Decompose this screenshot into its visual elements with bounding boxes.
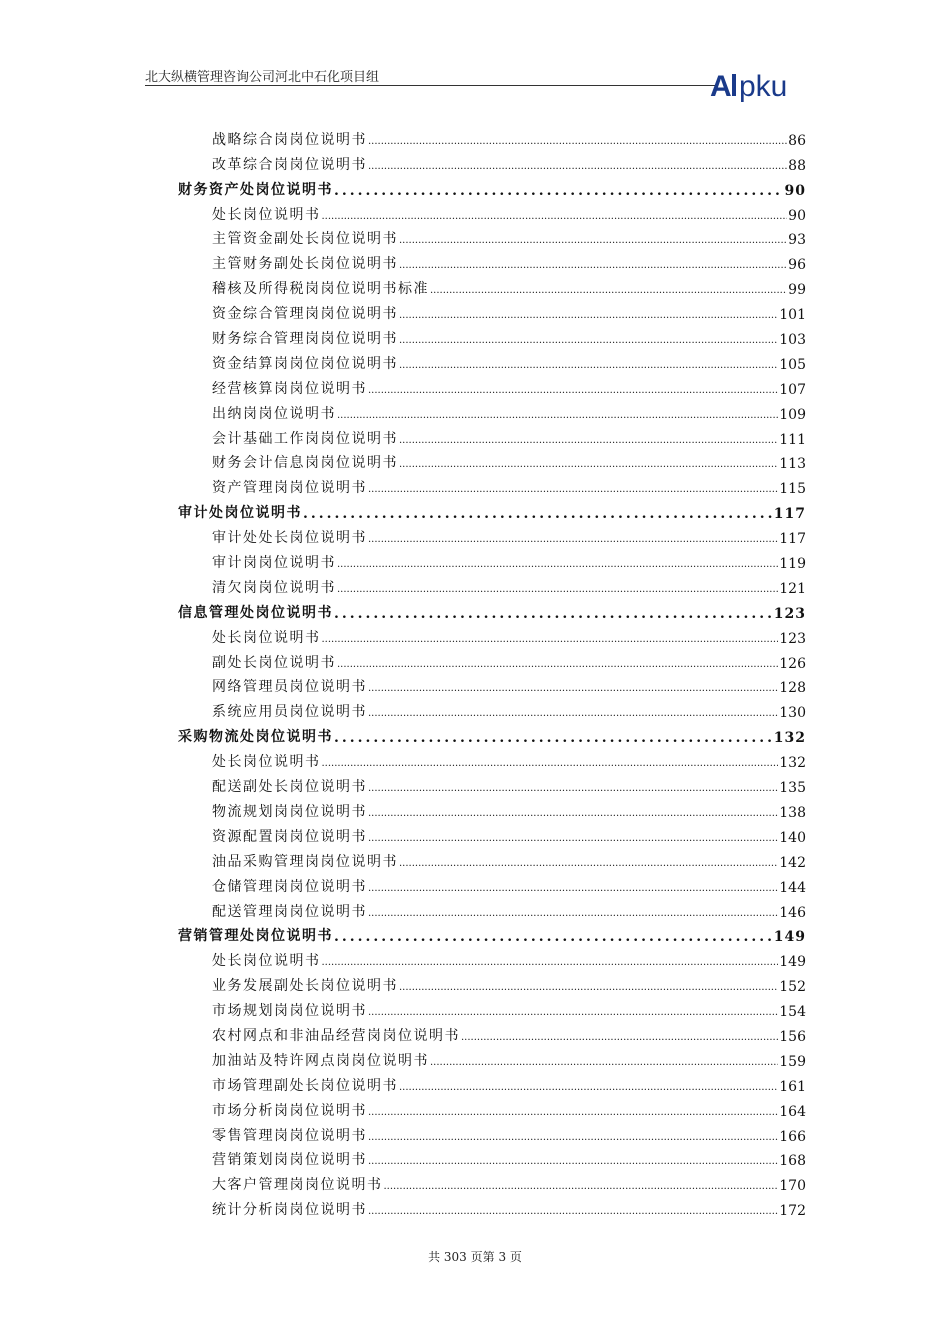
toc-entry-title: 仓储管理岗岗位说明书	[212, 878, 367, 895]
toc-leader-dots	[337, 583, 778, 597]
toc-leader-dots	[399, 259, 787, 273]
toc-entry-title: 零售管理岗岗位说明书	[212, 1127, 367, 1144]
toc-leader-dots	[368, 384, 778, 398]
logo-text: A	[710, 70, 731, 103]
toc-entry-page: 130	[779, 705, 806, 722]
toc-entry[interactable]	[178, 547, 806, 572]
toc-entry-page: 86	[788, 132, 806, 149]
toc-leader-dots	[399, 234, 787, 248]
toc-entry-title: 配送管理岗岗位说明书	[212, 903, 367, 920]
toc-entry-page: 123	[773, 605, 806, 622]
toc-entry-page: 159	[779, 1053, 806, 1070]
toc-leader-dots	[368, 832, 778, 846]
toc-entry[interactable]	[178, 124, 806, 149]
toc-entry-page: 172	[779, 1203, 806, 1220]
toc-leader-dots	[322, 757, 779, 771]
toc-leader-dots	[368, 135, 787, 149]
toc-leader-dots	[337, 409, 778, 423]
toc-entry[interactable]	[178, 273, 806, 298]
toc-entry-title: 物流规划岗岗位说明书	[212, 803, 367, 820]
toc-entry[interactable]	[178, 298, 806, 323]
toc-entry[interactable]	[178, 970, 806, 995]
toc-entry-title: 资金结算岗岗位岗位说明书	[212, 355, 398, 372]
toc-entry[interactable]	[178, 1120, 806, 1145]
toc-leader-dots	[337, 658, 778, 672]
toc-leader-dots	[399, 434, 778, 448]
toc-entry-page: 126	[779, 655, 806, 672]
toc-entry[interactable]	[178, 199, 806, 224]
toc-leader-dots	[334, 606, 773, 622]
toc-leader-dots	[368, 682, 778, 696]
toc-entry-page: 146	[779, 904, 806, 921]
toc-entry-page: 132	[779, 755, 806, 772]
toc-entry-title: 改革综合岗岗位说明书	[212, 156, 367, 173]
toc-entry[interactable]	[178, 224, 806, 249]
company-logo	[710, 68, 825, 104]
toc-leader-dots	[368, 1205, 778, 1219]
toc-leader-dots	[399, 359, 778, 373]
toc-entry[interactable]	[178, 896, 806, 921]
toc-entry[interactable]	[178, 1095, 806, 1120]
toc-entry-title: 副处长岗位说明书	[212, 654, 336, 671]
toc-section-entry[interactable]	[178, 721, 806, 746]
toc-entry-page: 149	[779, 954, 806, 971]
toc-entry-page: 99	[788, 282, 806, 299]
toc-entry-title: 会计基础工作岗岗位说明书	[212, 430, 398, 447]
toc-entry-title: 系统应用员岗位说明书	[212, 704, 367, 721]
toc-entry-page: 161	[779, 1078, 806, 1095]
toc-leader-dots	[322, 633, 779, 647]
toc-entry[interactable]	[178, 672, 806, 697]
toc-entry-title: 处长岗位说明书	[212, 629, 321, 646]
toc-leader-dots	[368, 782, 778, 796]
toc-entry[interactable]	[178, 448, 806, 473]
toc-entry-page: 105	[779, 356, 806, 373]
toc-entry[interactable]	[178, 1045, 806, 1070]
toc-entry[interactable]	[178, 746, 806, 771]
toc-section-entry[interactable]	[178, 174, 806, 199]
toc-entry[interactable]	[178, 647, 806, 672]
toc-entry[interactable]	[178, 622, 806, 647]
toc-entry[interactable]	[178, 572, 806, 597]
toc-leader-dots	[430, 1056, 778, 1070]
toc-entry-title: 农村网点和非油品经营岗岗位说明书	[212, 1027, 460, 1044]
toc-entry-page: 93	[788, 232, 806, 249]
toc-entry-title: 处长岗位说明书	[212, 953, 321, 970]
toc-entry-title: 资产管理岗岗位说明书	[212, 480, 367, 497]
toc-leader-dots	[322, 210, 788, 224]
toc-entry-page: 142	[779, 854, 806, 871]
toc-leader-dots	[399, 857, 778, 871]
toc-entry-title: 审计岗岗位说明书	[212, 555, 336, 572]
toc-entry-title: 稽核及所得税岗岗位说明书标准	[212, 281, 429, 298]
toc-entry-page: 152	[779, 979, 806, 996]
toc-entry-page: 117	[773, 506, 806, 523]
toc-entry-title: 加油站及特许网点岗岗位说明书	[212, 1052, 429, 1069]
toc-entry[interactable]	[178, 846, 806, 871]
toc-entry[interactable]	[178, 1169, 806, 1194]
toc-entry-page: 109	[779, 406, 806, 423]
toc-entry-title: 采购物流处岗位说明书	[178, 729, 333, 746]
toc-entry-title: 资金综合管理岗岗位说明书	[212, 306, 398, 323]
toc-entry-title: 业务发展副处长岗位说明书	[212, 978, 398, 995]
toc-entry[interactable]	[178, 696, 806, 721]
toc-leader-dots	[399, 458, 778, 472]
page-footer: 共 303 页第 3 页	[428, 1250, 522, 1264]
toc-entry-page: 154	[779, 1004, 806, 1021]
toc-entry-page: 140	[779, 829, 806, 846]
toc-entry[interactable]	[178, 995, 806, 1020]
toc-leader-dots	[334, 730, 773, 746]
toc-entry-title: 市场管理副处长岗位说明书	[212, 1077, 398, 1094]
toc-entry-title: 统计分析岗岗位说明书	[212, 1202, 367, 1219]
toc-entry-title: 营销策划岗岗位说明书	[212, 1152, 367, 1169]
toc-entry-title: 营销管理处岗位说明书	[178, 928, 333, 945]
toc-leader-dots	[399, 1081, 778, 1095]
toc-entry-title: 网络管理员岗位说明书	[212, 679, 367, 696]
toc-entry-page: 156	[779, 1028, 806, 1045]
toc-leader-dots	[334, 183, 784, 199]
toc-entry-title: 市场规划岗岗位说明书	[212, 1003, 367, 1020]
toc-entry-page: 144	[779, 879, 806, 896]
toc-entry-page: 90	[788, 207, 806, 224]
toc-entry-page: 138	[779, 804, 806, 821]
table-of-contents	[178, 124, 806, 1219]
toc-entry-page: 128	[779, 680, 806, 697]
toc-entry-title: 油品采购管理岗岗位说明书	[212, 853, 398, 870]
toc-leader-dots	[384, 1180, 779, 1194]
toc-entry[interactable]	[178, 1070, 806, 1095]
toc-entry-page: 103	[779, 332, 806, 349]
toc-entry-page: 115	[779, 481, 806, 498]
toc-entry-page: 88	[788, 157, 806, 174]
toc-entry-page: 119	[779, 556, 806, 573]
toc-leader-dots	[368, 1155, 778, 1169]
toc-leader-dots	[368, 807, 778, 821]
toc-entry[interactable]	[178, 348, 806, 373]
toc-entry-page: 113	[779, 456, 806, 473]
toc-entry-title: 审计处处长岗位说明书	[212, 530, 367, 547]
toc-section-entry[interactable]	[178, 597, 806, 622]
toc-entry[interactable]	[178, 323, 806, 348]
toc-entry-page: 166	[779, 1128, 806, 1145]
toc-leader-dots	[368, 1006, 778, 1020]
toc-entry[interactable]	[178, 821, 806, 846]
toc-entry[interactable]	[178, 398, 806, 423]
toc-entry[interactable]	[178, 248, 806, 273]
toc-entry[interactable]	[178, 871, 806, 896]
toc-entry[interactable]	[178, 1145, 806, 1170]
toc-section-entry[interactable]	[178, 497, 806, 522]
toc-entry-title: 经营核算岗岗位说明书	[212, 380, 367, 397]
toc-entry[interactable]	[178, 771, 806, 796]
toc-leader-dots	[368, 1106, 778, 1120]
toc-entry-title: 大客户管理岗岗位说明书	[212, 1177, 383, 1194]
toc-entry-title: 处长岗位说明书	[212, 754, 321, 771]
toc-entry-page: 90	[784, 182, 806, 199]
toc-entry-page: 107	[779, 381, 806, 398]
toc-entry[interactable]	[178, 423, 806, 448]
toc-entry-page: 121	[779, 580, 806, 597]
toc-entry-title: 处长岗位说明书	[212, 206, 321, 223]
toc-entry-title: 清欠岗岗位说明书	[212, 579, 336, 596]
toc-leader-dots	[368, 160, 787, 174]
toc-leader-dots	[322, 956, 779, 970]
logo-bar	[732, 74, 736, 96]
toc-entry-page: 149	[773, 929, 806, 946]
toc-leader-dots	[461, 1031, 778, 1045]
toc-leader-dots	[399, 334, 778, 348]
toc-leader-dots	[368, 882, 778, 896]
toc-entry-title: 战略综合岗岗位说明书	[212, 131, 367, 148]
toc-leader-dots	[368, 483, 778, 497]
toc-entry-page: 135	[779, 780, 806, 797]
toc-entry[interactable]	[178, 945, 806, 970]
toc-entry-page: 168	[779, 1153, 806, 1170]
toc-entry-title: 财务综合管理岗岗位说明书	[212, 331, 398, 348]
toc-entry[interactable]	[178, 1194, 806, 1219]
toc-entry-title: 主管资金副处长岗位说明书	[212, 231, 398, 248]
toc-entry-title: 配送副处长岗位说明书	[212, 779, 367, 796]
toc-entry-title: 审计处岗位说明书	[178, 505, 302, 522]
toc-leader-dots	[368, 707, 778, 721]
header-title: 北大纵横管理咨询公司河北中石化项目组	[145, 70, 380, 85]
toc-entry[interactable]	[178, 522, 806, 547]
toc-entry-title: 市场分析岗岗位说明书	[212, 1102, 367, 1119]
toc-leader-dots	[337, 558, 778, 572]
page-header	[145, 62, 825, 106]
toc-entry[interactable]	[178, 149, 806, 174]
toc-leader-dots	[399, 981, 778, 995]
toc-section-entry[interactable]	[178, 921, 806, 946]
toc-entry-page: 111	[779, 431, 806, 448]
toc-entry-page: 96	[788, 257, 806, 274]
toc-entry-title: 财务会计信息岗岗位说明书	[212, 455, 398, 472]
toc-entry-title: 主管财务副处长岗位说明书	[212, 256, 398, 273]
logo-text-pku: pku	[739, 70, 788, 103]
toc-entry-page: 117	[779, 531, 806, 548]
toc-entry-page: 164	[779, 1103, 806, 1120]
toc-leader-dots	[399, 309, 778, 323]
toc-entry[interactable]	[178, 472, 806, 497]
toc-entry-page: 101	[779, 307, 806, 324]
toc-entry-title: 信息管理处岗位说明书	[178, 604, 333, 621]
header-divider	[145, 85, 715, 86]
toc-entry[interactable]	[178, 373, 806, 398]
toc-entry[interactable]	[178, 796, 806, 821]
toc-leader-dots	[368, 907, 778, 921]
toc-leader-dots	[368, 533, 778, 547]
toc-entry-title: 资源配置岗岗位说明书	[212, 828, 367, 845]
toc-leader-dots	[303, 506, 773, 522]
toc-entry-page: 170	[779, 1178, 806, 1195]
toc-leader-dots	[334, 929, 773, 945]
toc-entry-title: 财务资产处岗位说明书	[178, 181, 333, 198]
toc-entry-page: 123	[779, 630, 806, 647]
toc-entry-page: 132	[773, 730, 806, 747]
toc-leader-dots	[368, 1131, 778, 1145]
toc-entry-title: 出纳岗岗位说明书	[212, 405, 336, 422]
toc-entry[interactable]	[178, 1020, 806, 1045]
toc-leader-dots	[430, 284, 787, 298]
